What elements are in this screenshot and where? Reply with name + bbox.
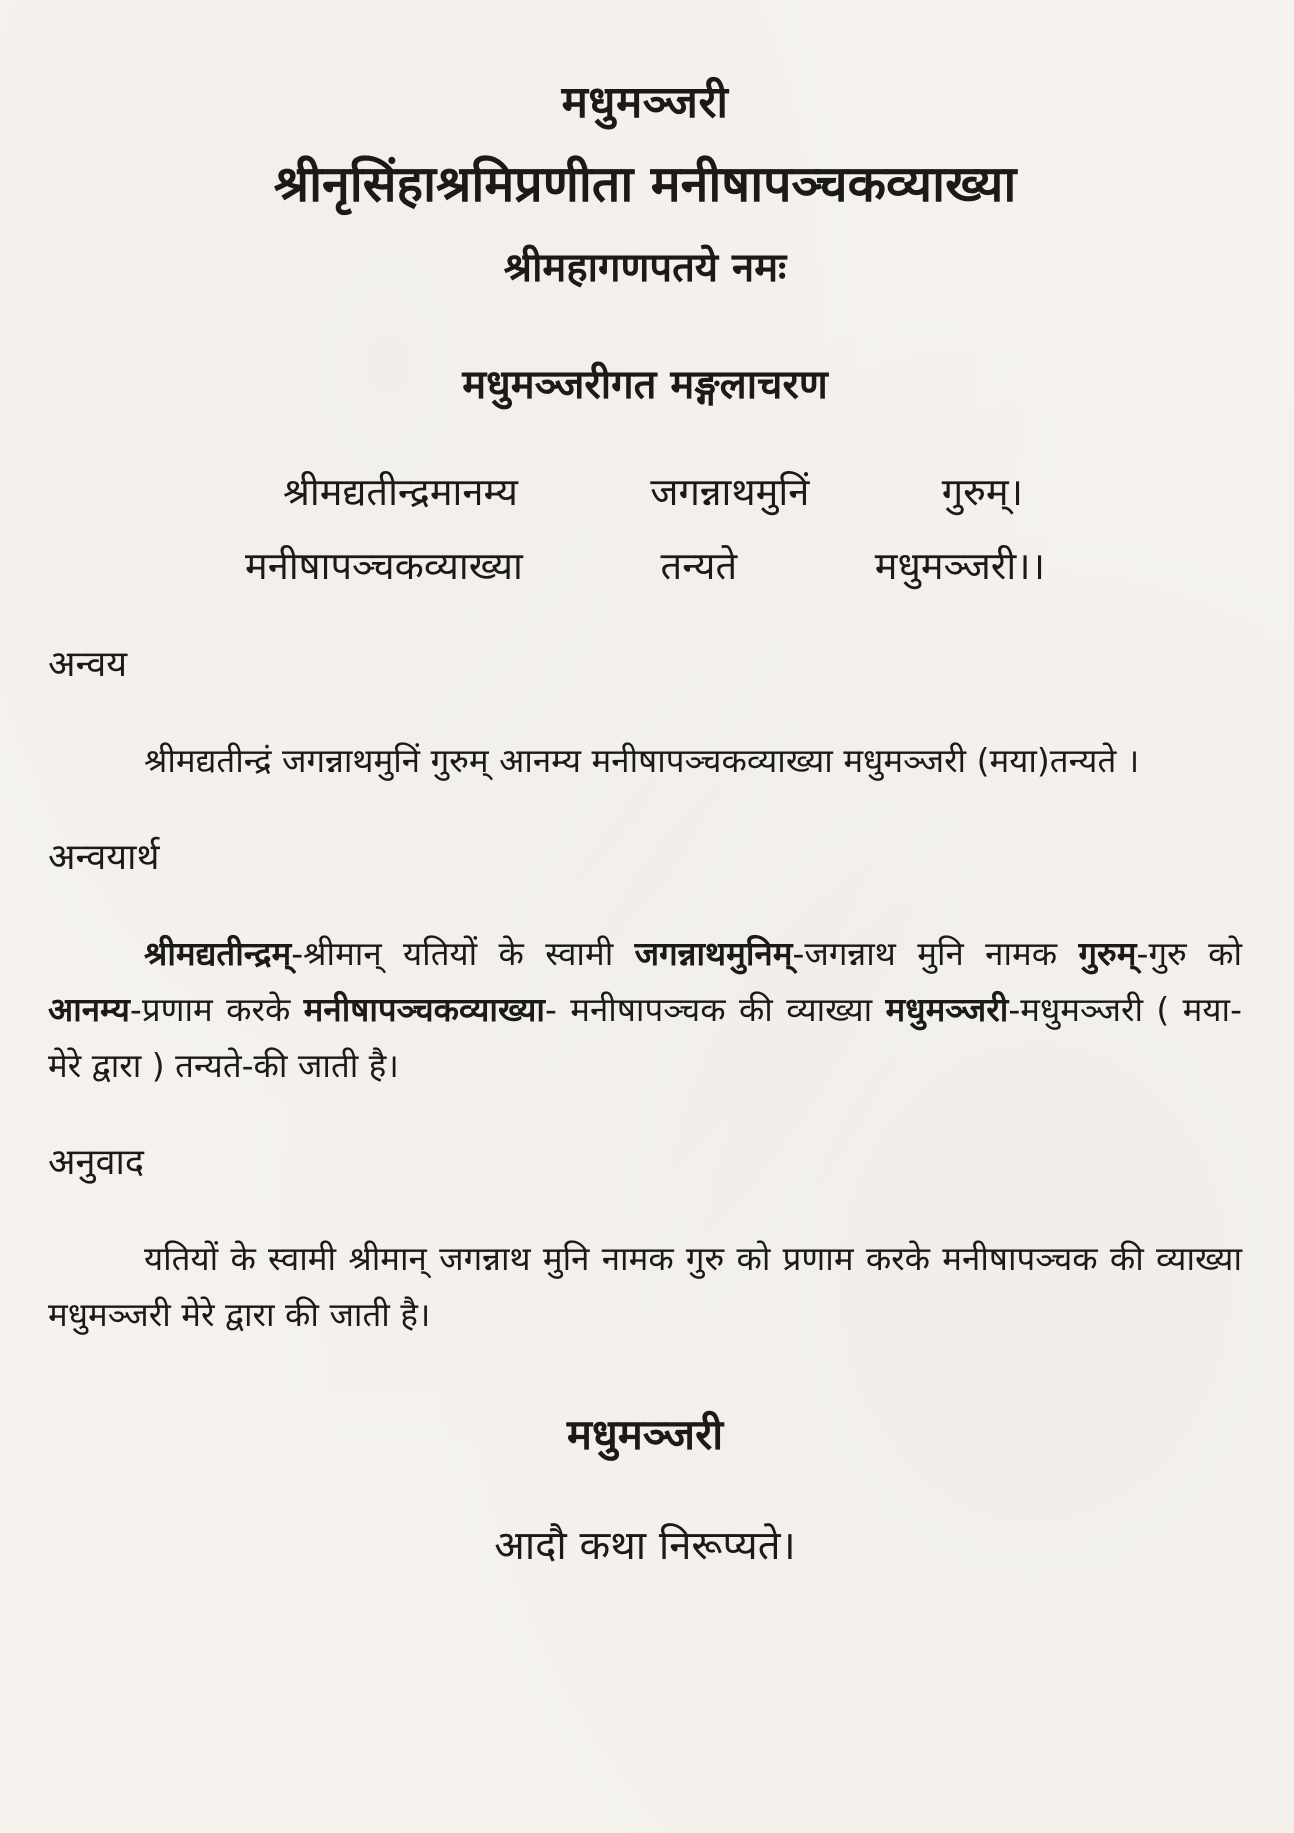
- verse-word: तन्यते: [660, 544, 738, 588]
- section-title: मधुमञ्जरी: [566, 1410, 724, 1459]
- mangalacharana-heading: मधुमञ्जरीगत मङ्गलाचरण: [462, 362, 828, 408]
- term: गुरुम्: [1078, 934, 1137, 973]
- anvaya-label: अन्वय: [48, 644, 128, 685]
- term: मधुमञ्जरी: [885, 990, 1009, 1029]
- gloss: -जगन्नाथ मुनि नामक: [792, 934, 1079, 973]
- verse-line-1: [245, 472, 1045, 512]
- gloss: -गुरु को: [1136, 934, 1242, 973]
- gloss: -मधुमञ्जरी ( मया-मेरे द्वारा ) तन्यते-की जाती है।: [48, 990, 1242, 1085]
- term: जगन्नाथमुनिम्: [634, 934, 793, 973]
- verse: [245, 472, 1045, 586]
- verse-word: गुरुम्।: [941, 470, 1023, 514]
- verse-word: श्रीमद्यतीन्द्रमानम्य: [283, 470, 518, 514]
- anvayartha-text: [48, 926, 1242, 1094]
- anuvada-label: अनुवाद: [48, 1142, 144, 1183]
- anvayartha-label: अन्वयार्थ: [48, 837, 160, 878]
- commentary-title: श्रीनृसिंहाश्रमिप्रणीता मनीषापञ्चकव्याख्या: [273, 155, 1017, 213]
- gloss: -प्रणाम करके: [129, 990, 304, 1029]
- verse-word: जगन्नाथमुनिं: [650, 470, 810, 514]
- book-title: मधुमञ्जरी: [561, 77, 729, 128]
- term: श्रीमद्यतीन्द्रम्: [144, 934, 292, 973]
- term: मनीषापञ्चकव्याख्या: [303, 990, 545, 1029]
- gloss: - मनीषापञ्चक की व्याख्या: [544, 990, 886, 1029]
- term: आनम्य: [48, 990, 130, 1029]
- gloss: -श्रीमान् यतियों के स्वामी: [291, 934, 635, 973]
- anvaya-text: श्रीमद्यतीन्द्रं जगन्नाथमुनिं गुरुम् आनम्य मनीषापञ्चकव्याख्या मधुमञ्जरी (मया)तन्यते ।: [144, 741, 1140, 780]
- section-opening-line: आदौ कथा निरूप्यते।: [494, 1523, 796, 1569]
- anuvada-text: यतियों के स्वामी श्रीमान् जगन्नाथ मुनि नामक गुरु को प्रणाम करके मनीषापञ्चक की व्याख्या मधुमञ्जरी मेरे द्वारा की जाती है।: [48, 1239, 1242, 1334]
- verse-word: मधुमञ्जरी।।: [874, 544, 1045, 588]
- verse-word: मनीषापञ्चकव्याख्या: [245, 544, 523, 588]
- verse-line-2: [245, 546, 1045, 586]
- invocation: श्रीमहागणपतये नमः: [503, 245, 787, 291]
